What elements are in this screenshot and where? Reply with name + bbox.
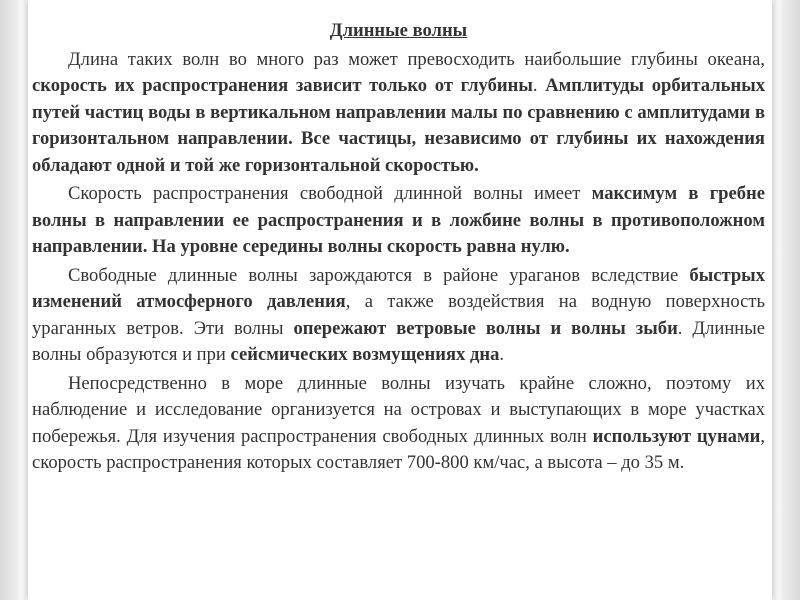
paragraph-2 xyxy=(32,181,765,261)
right-margin-bar xyxy=(782,0,800,600)
text-segment: Скорость распространения свободной длинной волны имеет xyxy=(68,183,592,204)
text-segment: Свободные длинные волны зарождаются в районе ураганов вследствие xyxy=(68,264,690,286)
bold-segment: максимум в гребне волны в направлении ее распространения и в ложбине волны в противоположном направлении. На уровне середины волны скорость равна нулю. xyxy=(32,183,765,257)
bold-segment: используют цунами xyxy=(592,425,761,447)
text-segment: Непосредственно в море длинные волны изучать крайне сложно, поэтому их наблюдение и исследование организуется на островах и выступающих в море участках побережья. Для изучения распространения свободных длинных волн xyxy=(32,372,765,447)
bold-segment: быстрых изменений атмосферного давления xyxy=(32,264,765,312)
text-segment: . xyxy=(532,75,546,96)
bold-segment: Амплитуды орбитальных путей частиц воды в вертикальном направлении малы по сравнению с амплитудами в горизонтальном направлении. Все частицы, независимо от глубины их нахождения обладают одной и той же горизонтальной скоростью. xyxy=(32,75,766,176)
document-title: Длинные волны xyxy=(329,20,468,41)
slide-page xyxy=(28,0,772,600)
bold-segment: опережают ветровые волны и волны зыби xyxy=(293,317,678,339)
paragraph-4 xyxy=(32,371,765,477)
text-segment: Длина таких волн во много раз может превосходить наибольшие глубины океана, xyxy=(68,48,765,70)
paragraph-1 xyxy=(32,47,765,180)
paragraph-3 xyxy=(32,263,765,369)
text-segment: , а также воздействия на водную поверхность ураганных ветров. Эти волны xyxy=(32,291,765,339)
text-segment: . xyxy=(499,344,505,365)
text-segment: , скорость распространения которых составляет 700-800 км/час, а высота – до 35 м. xyxy=(32,425,765,473)
bold-segment: скорость их распространения зависит только от глубины xyxy=(32,75,533,96)
text-segment: . Длинные волны образуются и при xyxy=(32,317,765,365)
document-body xyxy=(32,18,765,477)
left-margin-bar xyxy=(0,0,18,600)
bold-segment: сейсмических возмущениях дна xyxy=(230,344,500,365)
